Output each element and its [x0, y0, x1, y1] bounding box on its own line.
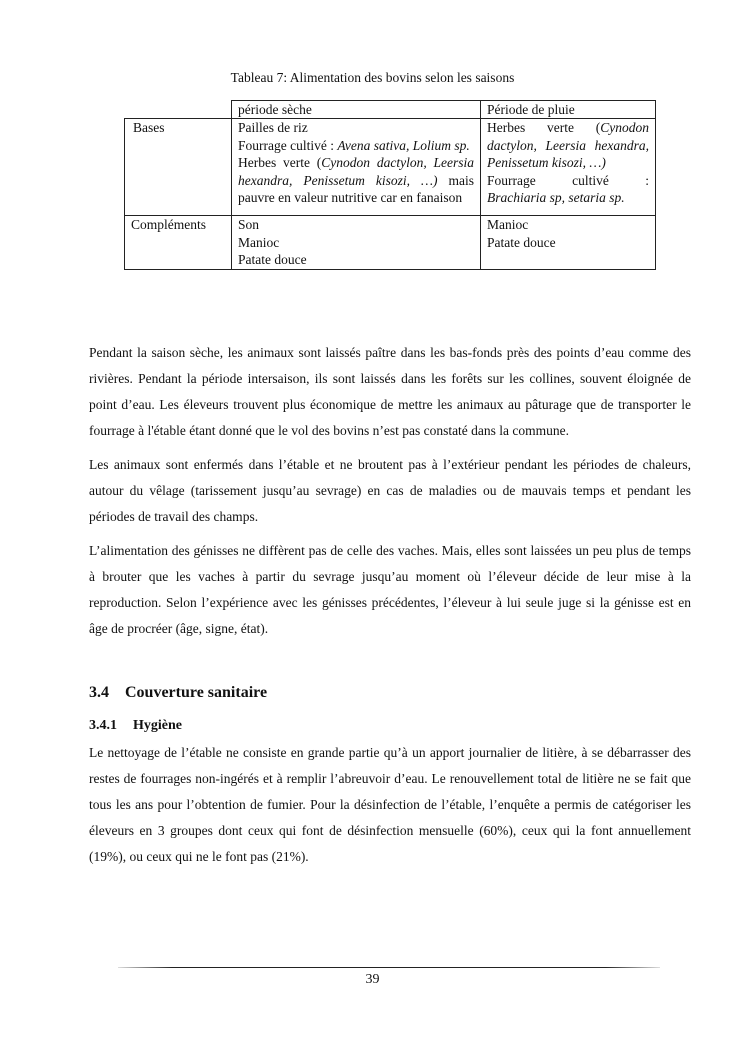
- body-text-bottom: [89, 740, 691, 878]
- feeding-table: [124, 100, 656, 270]
- dry-complement-item: Son: [238, 217, 260, 233]
- complements-dry-cell: [232, 216, 481, 269]
- dry-grass-label: Herbes verte (: [238, 155, 322, 171]
- row-label-complements: [125, 216, 232, 269]
- rain-complement-item: Patate douce: [487, 234, 556, 250]
- dry-item-green-grass: [238, 154, 474, 206]
- table-caption: Tableau 7: Alimentation des bovins selon les saisons: [230, 70, 515, 85]
- row-label-bases: [125, 119, 232, 216]
- header-dry-season: période sèche: [232, 101, 481, 119]
- subsection-title: Hygiène: [133, 718, 182, 733]
- dry-grass-note: mais pauvre en valeur nutritive car en fanaison: [238, 172, 475, 206]
- section-heading: [89, 684, 267, 702]
- section-title: Couverture sanitaire: [125, 684, 268, 701]
- paragraph-confinement: Les animaux sont enfermés dans l’étable et ne broutent pas à l’extérieur pendant les périodes de chaleurs, autour du vêlage (tarissement jusqu’au sevrage) en cas de maladies ou de mauvais temps et pendant les périodes de travail des champs.: [89, 457, 691, 524]
- header-rainy-season: Période de pluie: [481, 101, 656, 119]
- subsection-number: 3.4.1: [89, 718, 117, 733]
- bases-rain-cell: [481, 119, 656, 216]
- dry-complement-item: Patate douce: [238, 252, 307, 268]
- rain-complement-item: Manioc: [487, 217, 529, 233]
- header-empty-cell: [125, 101, 232, 119]
- dry-complement-item: Manioc: [238, 234, 280, 250]
- row-label-text: Bases: [133, 120, 165, 136]
- paragraph-dry-season-grazing: Pendant la saison sèche, les animaux sont laissés paître dans les bas-fonds près des points d’eau comme des rivières. Pendant la période intersaison, ils sont laissés dans les forêts sur les collines, souvent éloignée de point d’eau. Les éleveurs trouvent plus économique de mettre les animaux au pâturage que de transporter le fourrage à l'étable étant donné que le vol des bovins n’est pas constaté dans la commune.: [89, 345, 691, 438]
- section-number: 3.4: [89, 684, 109, 701]
- page-number: 39: [365, 972, 380, 987]
- dry-forage-label: Fourrage cultivé :: [238, 137, 338, 153]
- body-text-top: [89, 340, 691, 650]
- rain-item-green-grass: [487, 119, 649, 171]
- dry-forage-species: Avena sativa, Lolium sp.: [337, 137, 470, 153]
- table-row: [125, 216, 656, 269]
- dry-item-rice-straw: Pailles de riz: [238, 120, 308, 136]
- table-row: [125, 119, 656, 216]
- subsection-heading: [89, 718, 182, 734]
- paragraph-heifers: L’alimentation des génisses ne diffèrent pas de celle des vaches. Mais, elles sont laissées un peu plus de temps à brouter que les vaches à partir du sevrage jusqu’au moment où l’éleveur décide de leur mise à la reproduction. Selon l’expérience avec les génisses précédentes, l’éleveur à lui seule juge si la génisse est en âge de procréer (âge, signe, état).: [89, 543, 691, 636]
- footer-divider: [118, 967, 660, 968]
- row-label-text: Compléments: [131, 217, 206, 233]
- bases-dry-cell: [232, 119, 481, 216]
- complements-rain-cell: [481, 216, 656, 269]
- rain-forage-label: Fourrage cultivé :: [487, 172, 649, 188]
- dry-grass-species: Cynodon dactylon, Leersia hexandra, Penissetum kisozi, …): [238, 155, 474, 188]
- dry-item-cultivated-forage: [238, 137, 474, 154]
- rain-grass-species: Cynodon dactylon, Leersia hexandra, Penissetum kisozi, …): [487, 120, 649, 171]
- rain-forage-species: Brachiaria sp, setaria sp.: [487, 190, 625, 206]
- paragraph-hygiene: Le nettoyage de l’étable ne consiste en grande partie qu’à un apport journalier de litière, à se débarrasser des restes de fourrages non-ingérés et à remplir l’abreuvoir d’eau. Le renouvellement total de litière ne se fait que tous les ans pour l’obtention de fumier. Pour la désinfection de l’étable, l’enquête a permis de catégoriser les éleveurs en 3 groupes dont ceux qui font de désinfection mensuelle (60%), ceux qui la font annuellement (19%), ou ceux qui ne le font pas (21%).: [89, 745, 691, 864]
- rain-grass-label: Herbes verte (: [487, 120, 601, 136]
- table-header-row: [125, 101, 656, 119]
